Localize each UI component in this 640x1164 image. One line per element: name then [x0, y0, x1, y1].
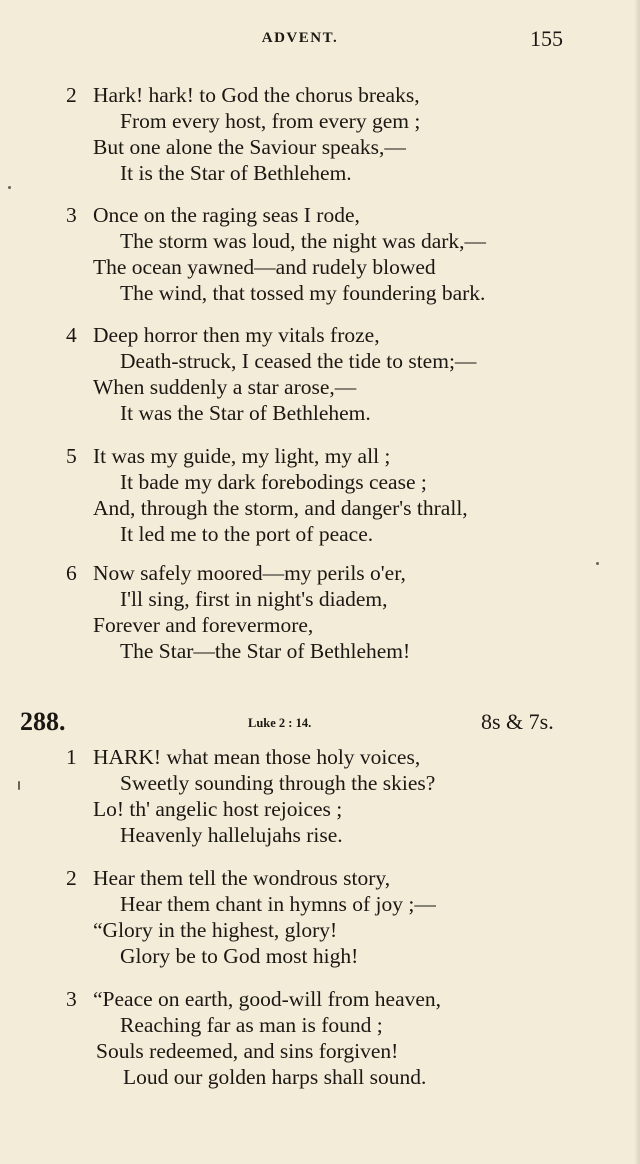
stanza-number: 1: [66, 745, 77, 769]
verse-line: Once on the raging seas I rode,: [93, 203, 360, 227]
verse-line: Forever and forevermore,: [93, 613, 314, 637]
verse-line: When suddenly a star arose,—: [93, 375, 357, 399]
verse-line: It bade my dark forebodings cease ;: [120, 470, 427, 494]
stanza-number: 6: [66, 561, 77, 585]
verse-line: The storm was loud, the night was dark,—: [120, 229, 487, 253]
scripture-reference: Luke 2 : 14.: [248, 716, 312, 730]
verse-line: The ocean yawned—and rudely blowed: [93, 255, 436, 279]
verse-line: And, through the storm, and danger's thrall,: [93, 496, 468, 520]
verse-line: Heavenly hallelujahs rise.: [120, 823, 343, 847]
hymn-number: 288.: [20, 707, 66, 736]
stanza-number: 3: [66, 987, 77, 1011]
verse-line: Souls redeemed, and sins forgiven!: [96, 1039, 399, 1063]
verse-line: But one alone the Saviour speaks,—: [93, 135, 406, 159]
verse-line: Loud our golden harps shall sound.: [123, 1065, 427, 1089]
verse-line: HARK! what mean those holy voices,: [93, 745, 421, 769]
verse-line: The Star—the Star of Bethlehem!: [120, 639, 411, 663]
verse-line: It was my guide, my light, my all ;: [93, 444, 391, 468]
verse-line: Reaching far as man is found ;: [120, 1013, 383, 1037]
verse-line: Hear them chant in hymns of joy ;—: [120, 892, 436, 916]
paper-speck: [8, 186, 11, 189]
verse-line: It led me to the port of peace.: [120, 522, 374, 546]
verse-line: From every host, from every gem ;: [120, 109, 421, 133]
verse-line: Now safely moored—my perils o'er,: [93, 561, 406, 585]
running-header-title: ADVENT.: [261, 30, 339, 46]
verse-line: Deep horror then my vitals froze,: [93, 323, 380, 347]
page-edge: [634, 0, 640, 1164]
stanza-number: 2: [66, 866, 77, 890]
paper-speck: [18, 781, 20, 790]
verse-line: It was the Star of Bethlehem.: [120, 401, 371, 425]
paper-speck: [596, 562, 599, 565]
stanza-number: 4: [66, 323, 77, 347]
stanza-number: 3: [66, 203, 77, 227]
verse-line: I'll sing, first in night's diadem,: [120, 587, 388, 611]
verse-line: Sweetly sounding through the skies?: [120, 771, 436, 795]
stanza-number: 5: [66, 444, 77, 468]
page-number: 155: [530, 26, 563, 51]
verse-line: Glory be to God most high!: [120, 944, 359, 968]
verse-line: Hear them tell the wondrous story,: [93, 866, 391, 890]
verse-line: Death-struck, I ceased the tide to stem;—: [120, 349, 477, 373]
hymn-meter: 8s & 7s.: [481, 709, 554, 734]
stanza-number: 2: [66, 83, 77, 107]
verse-line: “Peace on earth, good-will from heaven,: [93, 987, 442, 1011]
verse-line: Lo! th' angelic host rejoices ;: [93, 797, 343, 821]
verse-line: It is the Star of Bethlehem.: [120, 161, 352, 185]
verse-line: Hark! hark! to God the chorus breaks,: [93, 83, 420, 107]
verse-line: The wind, that tossed my foundering bark.: [120, 281, 486, 305]
verse-line: “Glory in the highest, glory!: [93, 918, 338, 942]
